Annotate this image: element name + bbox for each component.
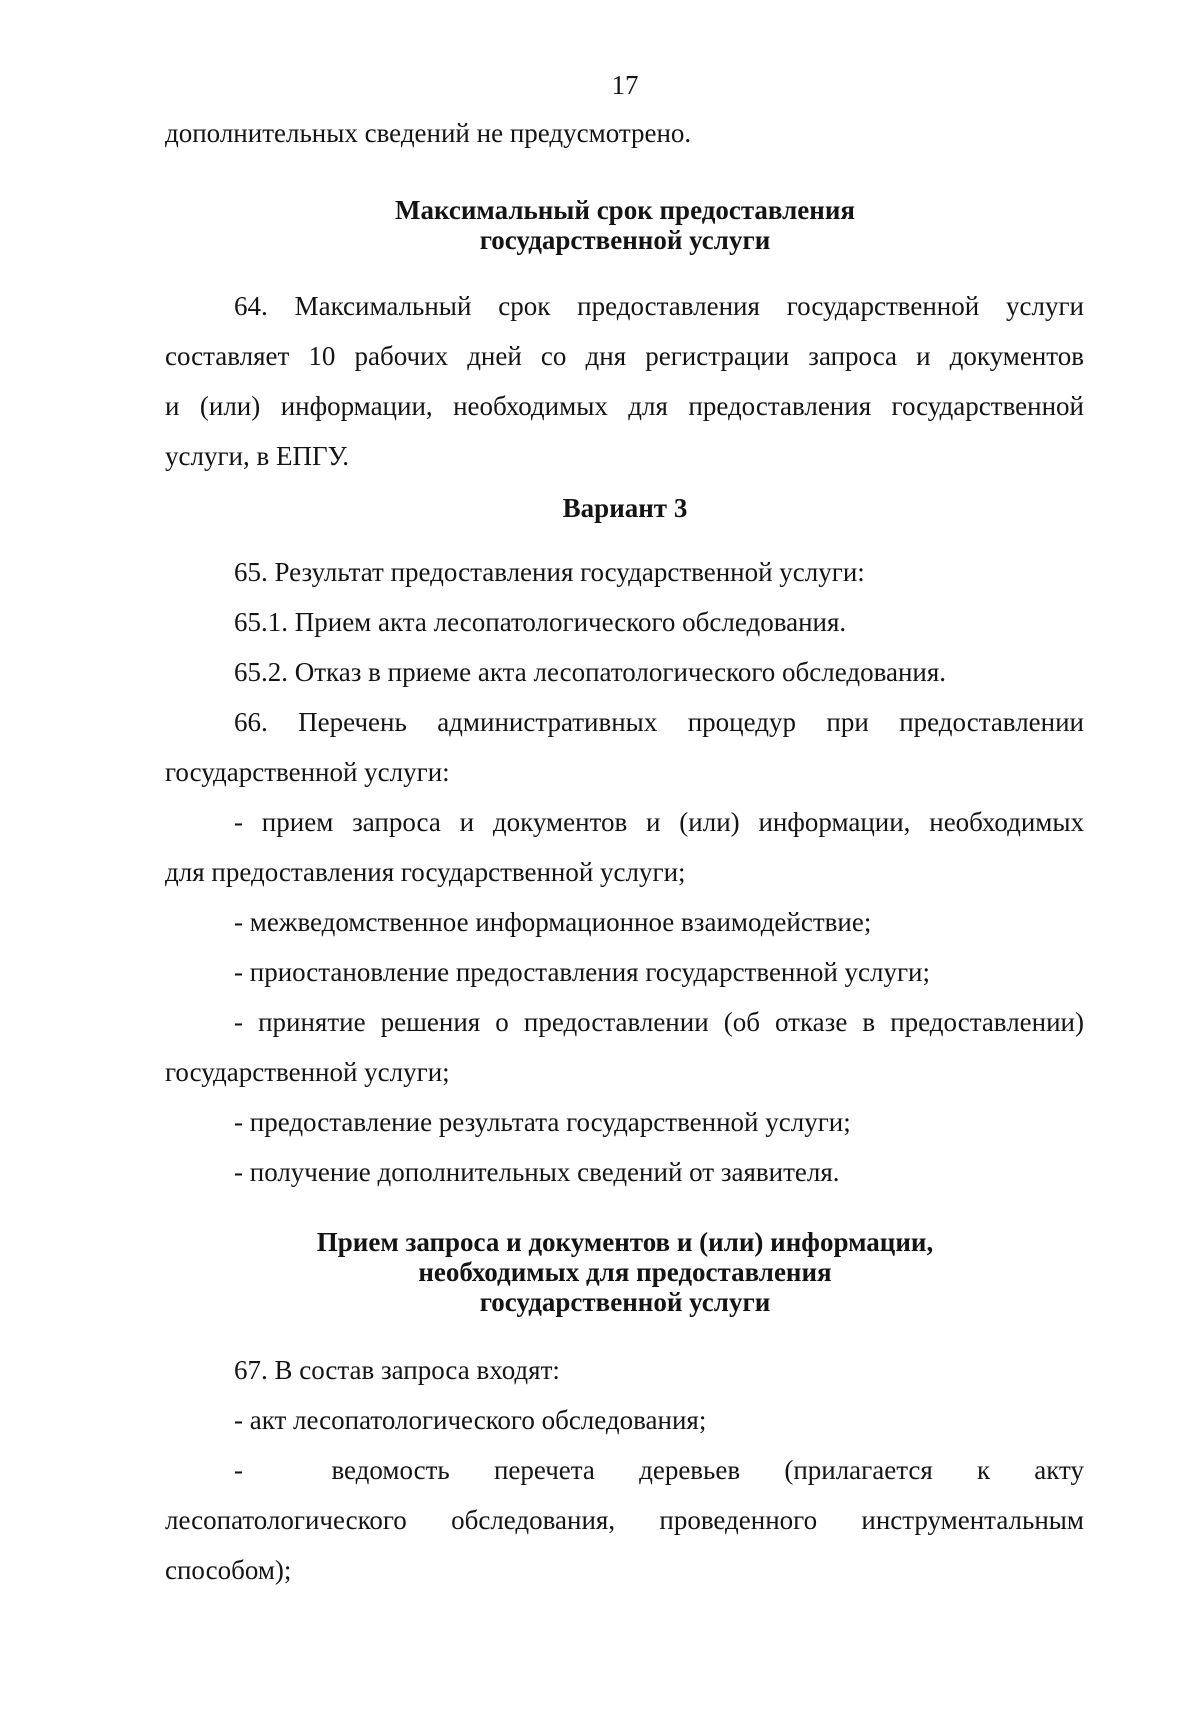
list-item-line: - принятие решения о предоставлении (об отказе в предоставлении)	[234, 1007, 1084, 1037]
list-item-line: - приостановление предоставления государственной услуги;	[234, 957, 931, 987]
text-line: дополнительных сведений не предусмотрено.	[165, 118, 692, 148]
paragraph-line: 65. Результат предоставления государственной услуги:	[234, 557, 865, 587]
list-item-line: - получение дополнительных сведений от заявителя.	[234, 1157, 840, 1187]
paragraph-line: и (или) информации, необходимых для предоставления государственной	[165, 391, 1084, 421]
paragraph-line: услуги, в ЕПГУ.	[165, 441, 350, 471]
list-item-line: - предоставление результата государственной услуги;	[234, 1107, 851, 1137]
list-item-line: - ведомость перечета деревьев (прилагается к акту	[234, 1455, 1084, 1485]
paragraph-line: 66. Перечень административных процедур при предоставлении	[234, 707, 1084, 737]
paragraph-line: государственной услуги:	[165, 757, 450, 787]
paragraph-line: 65.1. Прием акта лесопатологического обследования.	[234, 607, 847, 637]
list-item-line: лесопатологического обследования, проведенного инструментальным	[165, 1505, 1084, 1535]
section-heading-line: Прием запроса и документов и (или) информации,	[316, 1227, 934, 1257]
list-item-line: способом);	[165, 1555, 292, 1585]
paragraph-line: составляет 10 рабочих дней со дня регистрации запроса и документов	[165, 341, 1084, 371]
paragraph-line: 64. Максимальный срок предоставления государственной услуги	[234, 291, 1084, 321]
list-item-line: - прием запроса и документов и (или) информации, необходимых	[234, 807, 1084, 837]
section-heading-line: необходимых для предоставления	[418, 1257, 832, 1287]
list-item-line: - акт лесопатологического обследования;	[234, 1405, 707, 1435]
list-item-line: государственной услуги;	[165, 1057, 450, 1087]
section-heading-line: государственной услуги	[479, 225, 771, 255]
list-item-line: - межведомственное информационное взаимодействие;	[234, 907, 872, 937]
paragraph-line: 67. В состав запроса входят:	[234, 1355, 560, 1385]
section-heading-line: государственной услуги	[479, 1287, 771, 1317]
paragraph-line: 65.2. Отказ в приеме акта лесопатологического обследования.	[234, 657, 947, 687]
page-number: 17	[611, 70, 639, 100]
section-heading-line: Максимальный срок предоставления	[394, 195, 856, 225]
list-item-line: для предоставления государственной услуги;	[165, 857, 686, 887]
section-heading: Вариант 3	[562, 493, 688, 523]
